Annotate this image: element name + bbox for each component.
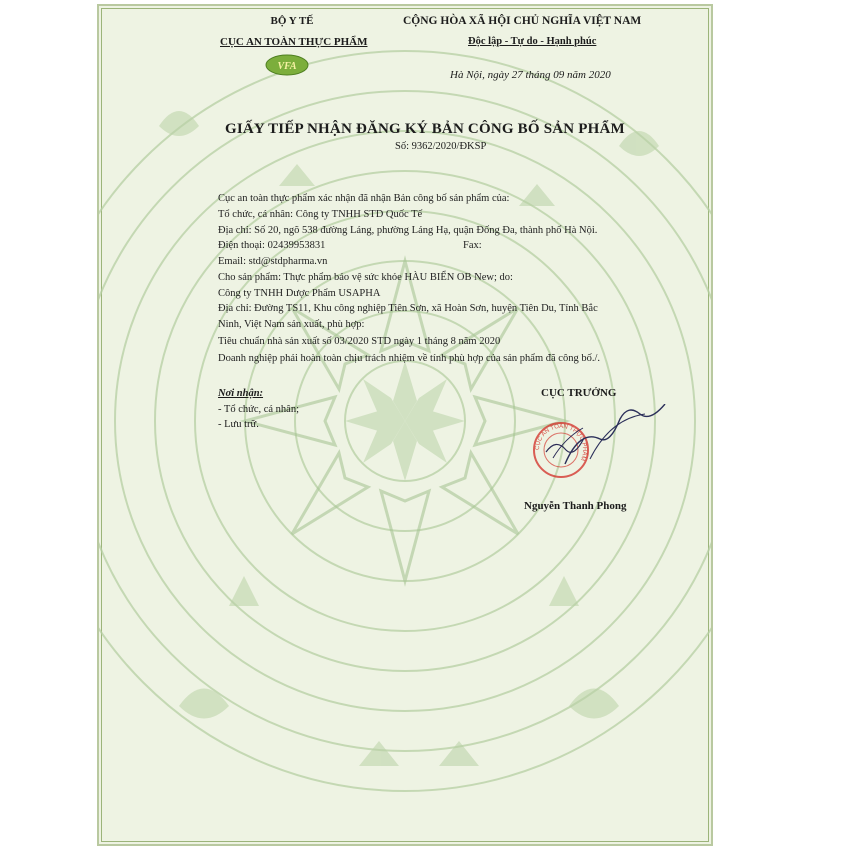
vfa-logo xyxy=(265,54,309,76)
recipients-heading: Nơi nhận: xyxy=(218,388,264,399)
fax-line: Fax: xyxy=(463,240,482,251)
address-line: Địa chỉ: Số 20, ngõ 538 đường Láng, phường Láng Hạ, quận Đống Đa, thành phố Hà Nội. xyxy=(218,225,598,236)
recipient-item: - Tổ chức, cá nhân; xyxy=(218,404,300,415)
manufacturer-line: Công ty TNHH Dược Phẩm USAPHA xyxy=(218,288,381,299)
signer-name: Nguyễn Thanh Phong xyxy=(524,500,627,512)
vfa-logo-text: VFA xyxy=(277,61,297,72)
manufacturer-address-line-2: Ninh, Việt Nam sản xuất, phù hợp: xyxy=(218,319,365,330)
signer-position: CỤC TRƯỞNG xyxy=(541,387,617,399)
manufacturer-address-line-1: Địa chỉ: Đường TS11, Khu công nghiệp Tiên Sơn, xã Hoàn Sơn, huyện Tiên Du, Tỉnh Bắc xyxy=(218,303,598,314)
standard-line: Tiêu chuẩn nhà sản xuất số 03/2020 STD ngày 1 tháng 8 năm 2020 xyxy=(218,336,501,347)
intro-line: Cục an toàn thực phẩm xác nhận đã nhận Bản công bố sản phẩm của: xyxy=(218,193,510,204)
email-line: Email: std@stdpharma.vn xyxy=(218,256,328,267)
handwritten-signature xyxy=(560,404,670,474)
ministry-name: BỘ Y TẾ xyxy=(270,15,314,27)
country-name: CỘNG HÒA XÃ HỘI CHỦ NGHĨA VIỆT NAM xyxy=(403,15,642,27)
document-number: Số: 9362/2020/ĐKSP xyxy=(395,141,487,152)
product-line: Cho sản phẩm: Thực phẩm bảo vệ sức khỏe HÀU BIỂN OB New; do: xyxy=(218,272,513,283)
recipient-item: - Lưu trữ. xyxy=(218,419,259,430)
document-title: GIẤY TIẾP NHẬN ĐĂNG KÝ BẢN CÔNG BỐ SẢN PHẨM xyxy=(225,121,625,137)
stamp-text: CỤC AN TOÀN THỰC PHẨM xyxy=(534,423,588,462)
agency-name: CỤC AN TOÀN THỰC PHẨM xyxy=(220,36,368,48)
national-motto: Độc lập - Tự do - Hạnh phúc xyxy=(468,36,597,47)
responsibility-line: Doanh nghiệp phải hoàn toàn chịu trách nhiệm về tính phù hợp của sản phẩm đã công bố./. xyxy=(218,353,600,364)
phone-line: Điện thoại: 02439953831 xyxy=(218,240,326,251)
issue-date: Hà Nội, ngày 27 tháng 09 năm 2020 xyxy=(450,69,611,81)
organization-line: Tổ chức, cá nhân: Công ty TNHH STD Quốc Tế xyxy=(218,209,423,220)
